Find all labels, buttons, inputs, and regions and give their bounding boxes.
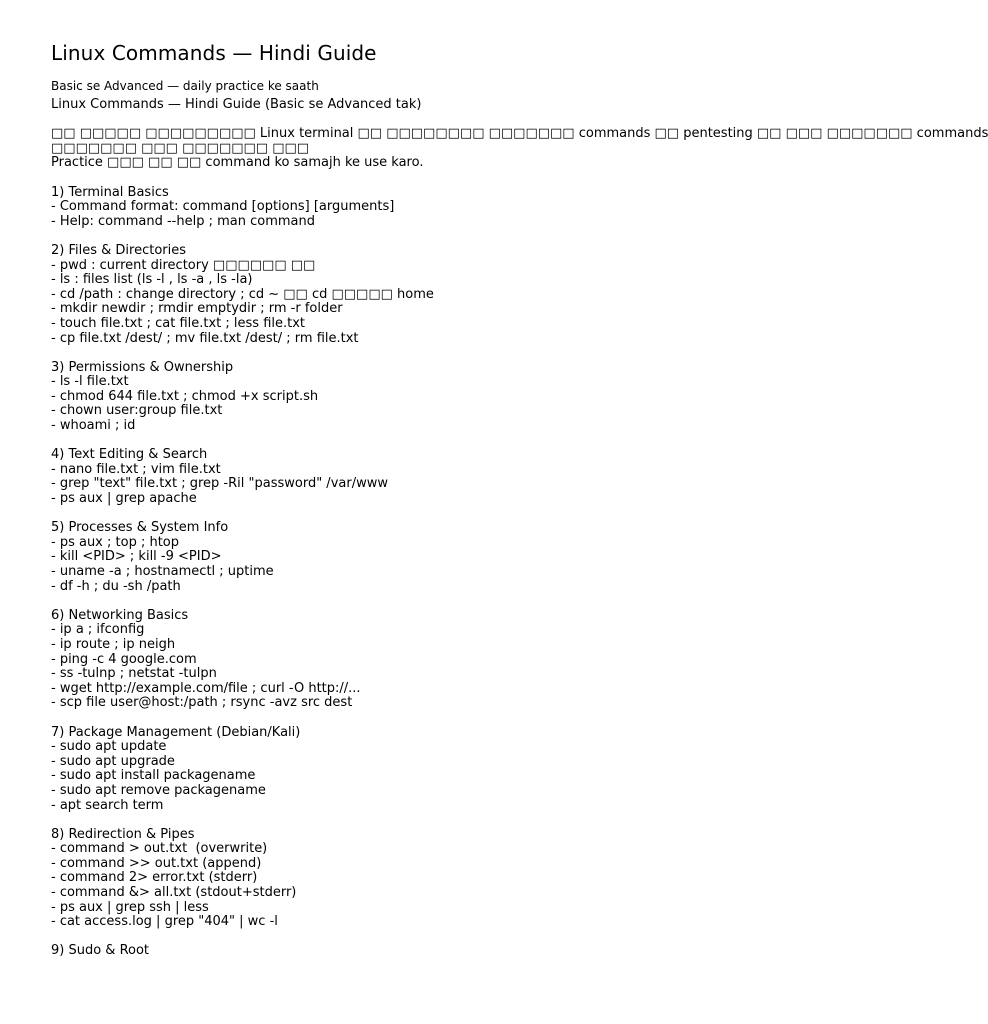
document-title: Linux Commands — Hindi Guide bbox=[51, 41, 377, 65]
command-item: - ping -c 4 google.com bbox=[51, 651, 197, 667]
command-item: - touch file.txt ; cat file.txt ; less file.txt bbox=[51, 315, 306, 331]
command-item: - command 2> error.txt (stderr) bbox=[51, 870, 258, 886]
command-item: - grep "text" file.txt ; grep -Ril "password" /var/www bbox=[51, 476, 388, 492]
command-item: - pwd : current directory □□□□□□ □□ bbox=[51, 257, 316, 273]
command-item: - apt search term bbox=[51, 797, 164, 813]
section-heading: 5) Processes & System Info bbox=[51, 520, 229, 536]
command-item: - ps aux ; top ; htop bbox=[51, 534, 180, 550]
command-item: - ps aux | grep ssh | less bbox=[51, 899, 209, 915]
intro-line: □□ □□□□□ □□□□□□□□□ Linux terminal □□ □□□□□□□□ □□□□□□□ commands □□ pentesting □□ □□□ □□□□□□□ commands bbox=[51, 126, 988, 142]
section-redirection-pipes bbox=[51, 828, 741, 930]
command-item: - command > out.txt (overwrite) bbox=[51, 841, 268, 857]
section-heading: 2) Files & Directories bbox=[51, 242, 187, 258]
command-item: - wget http://example.com/file ; curl -O http://... bbox=[51, 680, 361, 696]
command-item: - chmod 644 file.txt ; chmod +x script.sh bbox=[51, 388, 319, 404]
document-subtitle: Basic se Advanced — daily practice ke saath bbox=[51, 79, 319, 93]
section-package-management bbox=[51, 726, 741, 814]
section-heading: 3) Permissions & Ownership bbox=[51, 359, 234, 375]
command-item: - nano file.txt ; vim file.txt bbox=[51, 461, 221, 477]
spacer bbox=[51, 346, 741, 361]
command-item: - df -h ; du -sh /path bbox=[51, 578, 181, 594]
section-files-directories bbox=[51, 244, 741, 346]
section-terminal-basics bbox=[51, 186, 741, 230]
command-item: - mkdir newdir ; rmdir emptydir ; rm -r folder bbox=[51, 301, 343, 317]
document-page bbox=[51, 40, 988, 959]
command-item: - sudo apt remove packagename bbox=[51, 782, 266, 798]
command-item: - command >> out.txt (append) bbox=[51, 855, 262, 871]
command-item: - ip a ; ifconfig bbox=[51, 622, 145, 638]
section-text-editing-search bbox=[51, 448, 741, 506]
section-heading: 4) Text Editing & Search bbox=[51, 447, 208, 463]
section-processes-system-info bbox=[51, 521, 741, 594]
command-item: - Help: command --help ; man command bbox=[51, 213, 316, 229]
command-item: - ps aux | grep apache bbox=[51, 491, 197, 507]
section-heading: 8) Redirection & Pipes bbox=[51, 826, 195, 842]
section-networking-basics bbox=[51, 609, 741, 711]
spacer bbox=[51, 813, 741, 828]
spacer bbox=[51, 507, 741, 522]
command-item: - ls -l file.txt bbox=[51, 374, 129, 390]
command-item: - ss -tulnp ; netstat -tulpn bbox=[51, 666, 217, 682]
spacer bbox=[51, 930, 741, 945]
spacer bbox=[51, 171, 741, 186]
command-item: - sudo apt update bbox=[51, 739, 167, 755]
section-heading: 9) Sudo & Root bbox=[51, 943, 150, 959]
spacer bbox=[51, 229, 741, 244]
intro-paragraph bbox=[51, 126, 988, 171]
section-heading: 6) Networking Basics bbox=[51, 607, 189, 623]
command-item: - ls : files list (ls -l , ls -a , ls -la) bbox=[51, 272, 253, 288]
section-heading: 7) Package Management (Debian/Kali) bbox=[51, 724, 301, 740]
command-item: - kill <PID> ; kill -9 <PID> bbox=[51, 549, 222, 565]
document-body bbox=[51, 97, 988, 959]
command-item: - cat access.log | grep "404" | wc -l bbox=[51, 914, 278, 930]
section-heading: 1) Terminal Basics bbox=[51, 184, 169, 200]
section-sudo-root bbox=[51, 944, 741, 959]
spacer bbox=[51, 434, 741, 449]
spacer bbox=[51, 594, 741, 609]
command-item: - ip route ; ip neigh bbox=[51, 636, 176, 652]
command-item: - chown user:group file.txt bbox=[51, 403, 223, 419]
command-item: - cp file.txt /dest/ ; mv file.txt /dest/ ; rm file.txt bbox=[51, 330, 359, 346]
spacer bbox=[51, 711, 741, 726]
command-item: - Command format: command [options] [arguments] bbox=[51, 199, 395, 215]
command-item: - command &> all.txt (stdout+stderr) bbox=[51, 885, 297, 901]
intro-line: Practice □□□ □□ □□ command ko samajh ke use karo. bbox=[51, 155, 424, 171]
command-item: - uname -a ; hostnamectl ; uptime bbox=[51, 564, 274, 579]
command-item: - sudo apt upgrade bbox=[51, 753, 175, 769]
command-item: - whoami ; id bbox=[51, 418, 136, 434]
command-item: - cd /path : change directory ; cd ~ □□ cd □□□□□ home bbox=[51, 286, 434, 302]
guide-heading-line: Linux Commands — Hindi Guide (Basic se Advanced tak) bbox=[51, 97, 422, 112]
command-item: - sudo apt install packagename bbox=[51, 768, 256, 784]
section-permissions-ownership bbox=[51, 361, 741, 434]
command-item: - scp file user@host:/path ; rsync -avz src dest bbox=[51, 695, 353, 711]
intro-line: □□□□□□□ □□□ □□□□□□□ □□□ bbox=[51, 140, 310, 156]
